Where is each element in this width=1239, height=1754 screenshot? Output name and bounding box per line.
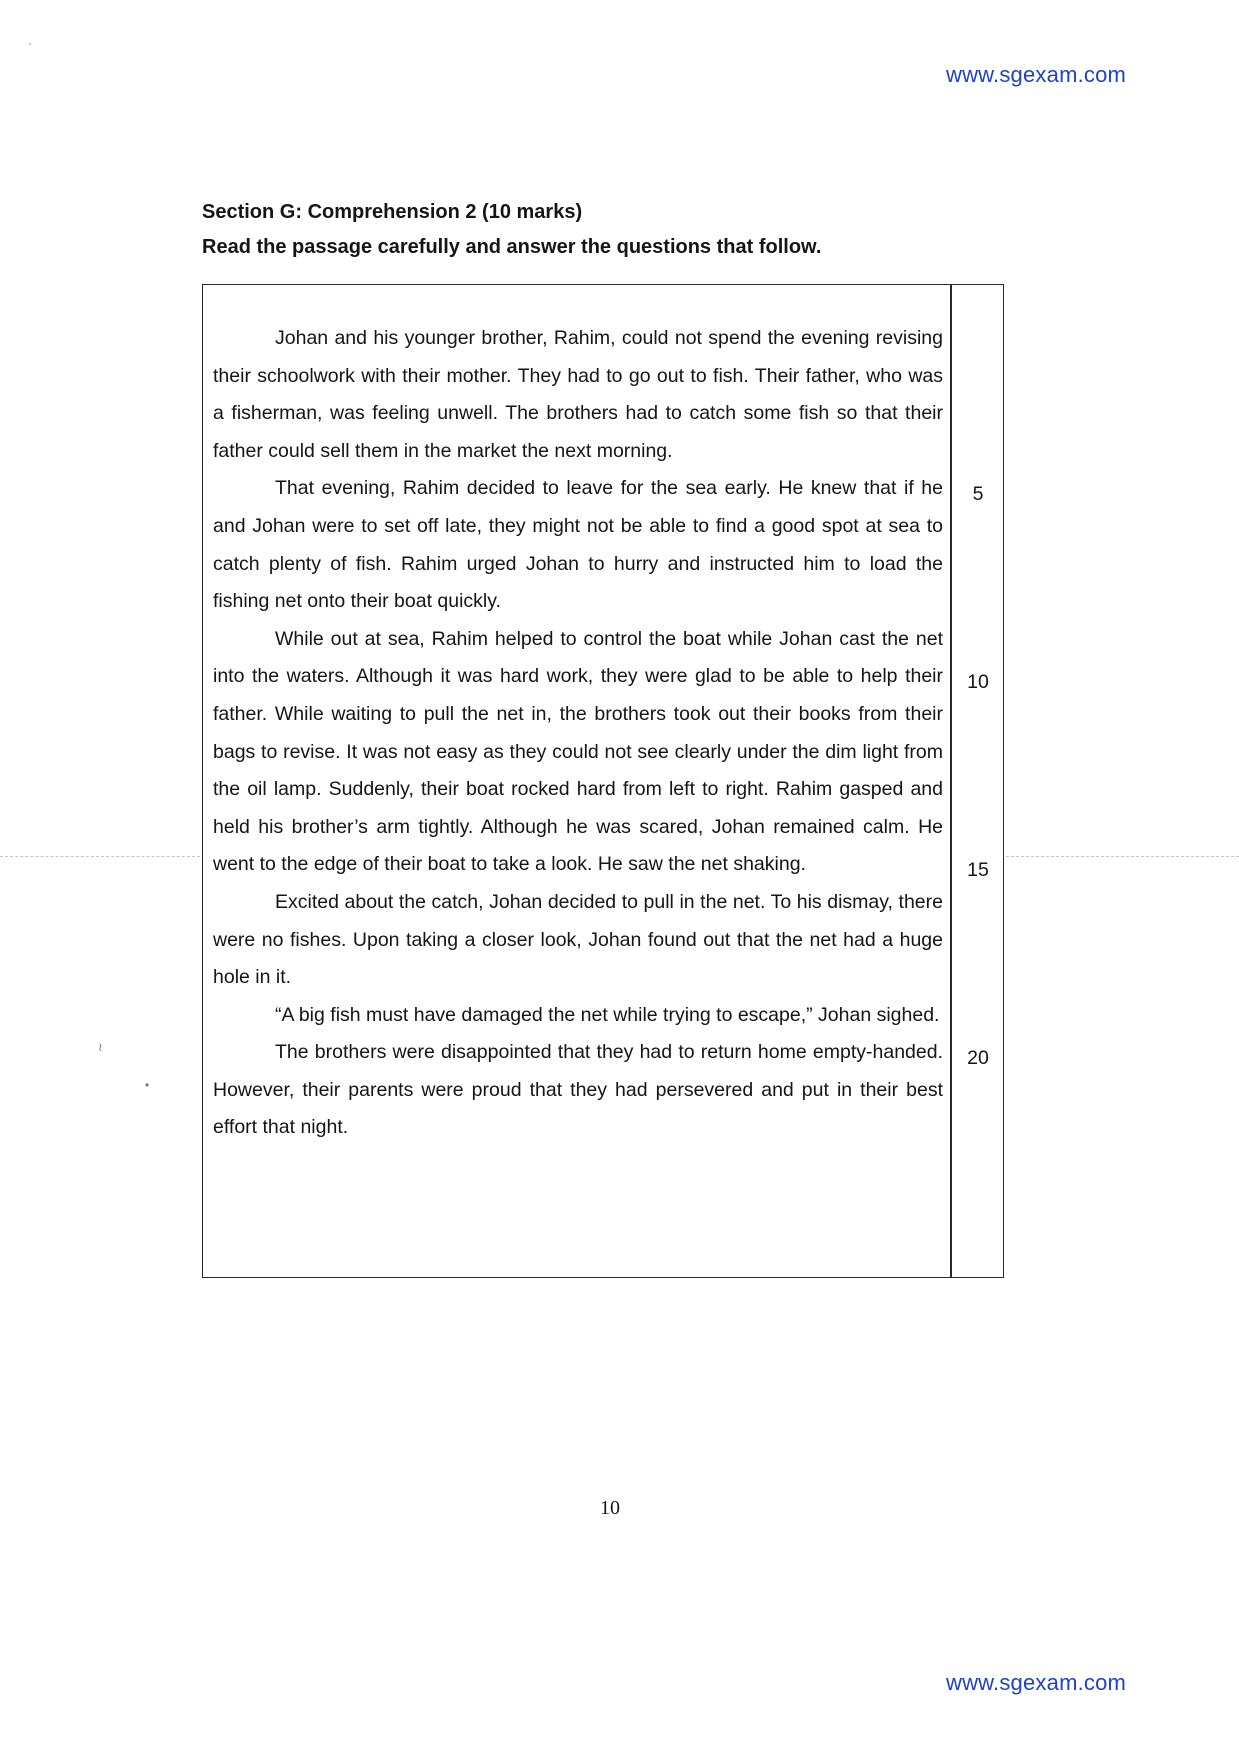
line-number-15: 15 xyxy=(967,859,989,881)
line-number-10: 10 xyxy=(967,671,989,693)
line-number-5: 5 xyxy=(972,483,984,505)
watermark-top: www.sgexam.com xyxy=(946,62,1127,87)
watermark-bottom: www.sgexam.com xyxy=(946,1670,1127,1695)
passage-paragraph: While out at sea, Rahim helped to control the boat while Johan cast the net into the waters. Although it was hard work, they were glad to be able to help their father. While waiting to pull the net in, the brothers took out their books from their bags to revise. It was not easy as they could not see clearly under the dim light from the oil lamp. Suddenly, their boat rocked hard from left to right. Rahim gasped and held his brother’s arm tightly. Although he was scared, Johan remained calm. He went to the edge of their boat to take a look. He saw the net shaking. xyxy=(213,627,943,876)
page-number: 10 xyxy=(600,1497,620,1519)
passage xyxy=(213,320,943,1147)
scan-speck: · xyxy=(28,36,32,50)
line-number-divider xyxy=(950,284,952,1278)
scan-speck: ≀ xyxy=(98,1040,103,1054)
section-title: Section G: Comprehension 2 (10 marks) xyxy=(202,201,583,223)
instruction: Read the passage carefully and answer the questions that follow. xyxy=(202,236,822,258)
line-number-20: 20 xyxy=(967,1047,989,1069)
passage-paragraph: The brothers were disappointed that they had to return home empty-handed. However, their parents were proud that they had persevered and put in their best effort that night. xyxy=(213,1041,943,1139)
passage-paragraph: That evening, Rahim decided to leave for the sea early. He knew that if he and Johan were to set off late, they might not be able to find a good spot at sea to catch plenty of fish. Rahim urged Johan to hurry and instructed him to load the fishing net onto their boat quickly. xyxy=(213,477,943,613)
passage-paragraph: Excited about the catch, Johan decided to pull in the net. To his dismay, there were no fishes. Upon taking a closer look, Johan found out that the net had a huge hole in it. xyxy=(213,890,943,989)
passage-paragraph: “A big fish must have damaged the net while trying to escape,” Johan sighed. xyxy=(275,1003,940,1026)
scan-artifact-line xyxy=(0,856,200,857)
scan-artifact-line xyxy=(1006,856,1239,857)
passage-paragraph: Johan and his younger brother, Rahim, could not spend the evening revising their schoolwork with their mother. They had to go out to fish. Their father, who was a fisherman, was feeling unwell. The brothers had to catch some fish so that their father could sell them in the market the next morning. xyxy=(213,327,943,462)
scan-speck: • xyxy=(145,1078,150,1092)
